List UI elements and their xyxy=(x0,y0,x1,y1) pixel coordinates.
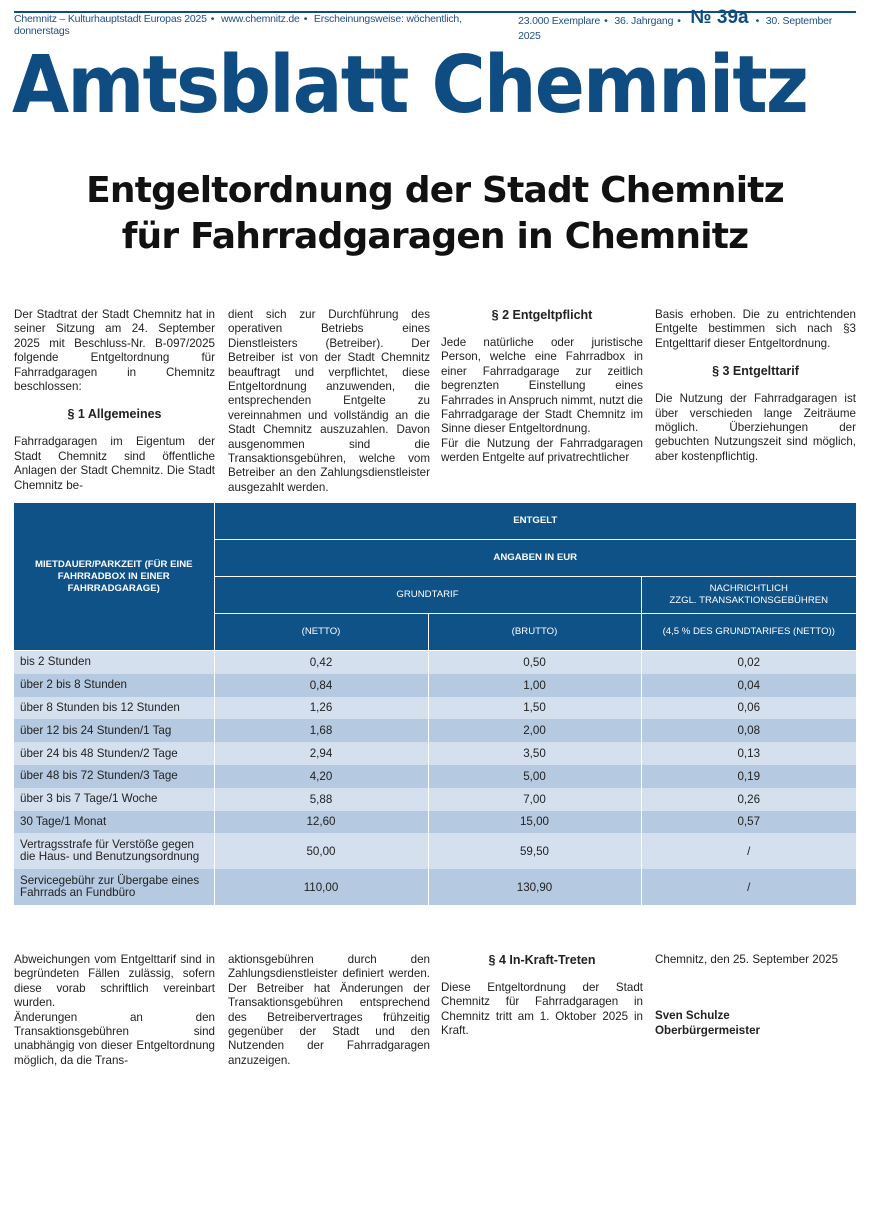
header-netto: (NETTO) xyxy=(214,614,428,651)
brutto-value: 15,00 xyxy=(428,811,641,834)
row-label: 30 Tage/1 Monat xyxy=(14,811,214,834)
fee-value: / xyxy=(641,869,856,905)
fee-table xyxy=(14,503,856,905)
table-row xyxy=(14,811,856,834)
header-currency: ANGABEN IN EUR xyxy=(214,540,856,577)
row-label: über 8 Stunden bis 12 Stunden xyxy=(14,697,214,720)
copies: 23.000 Exemplare xyxy=(518,15,601,27)
header-brutto: (BRUTTO) xyxy=(428,614,641,651)
table-row xyxy=(14,788,856,811)
netto-value: 0,84 xyxy=(214,674,428,697)
netto-value: 2,94 xyxy=(214,742,428,765)
bottom-column-1 xyxy=(14,953,215,1068)
row-label: bis 2 Stunden xyxy=(14,651,214,674)
fee-value: 0,06 xyxy=(641,697,856,720)
row-label: über 48 bis 72 Stunden/3 Tage xyxy=(14,765,214,788)
header-nachrichtlich xyxy=(641,577,856,614)
table-row xyxy=(14,697,856,720)
section-2-text-a: Jede natürliche oder juristische Person, welche eine Fahrradbox in einer Fahrradgarage zur zeitlich begrenzten Einstellung eines Fahrrades in Anspruch nimmt, nutzt die Fahrradgarage der Stadt Chemnitz im Sinne dieser Entgeltordnung. xyxy=(441,336,643,436)
netto-value: 1,68 xyxy=(214,719,428,742)
row-label: Vertragsstrafe für Verstöße gegen die Haus- und Benutzungsordnung xyxy=(14,833,214,869)
brutto-value: 3,50 xyxy=(428,742,641,765)
fee-value: 0,13 xyxy=(641,742,856,765)
column-1 xyxy=(14,308,215,493)
signer-title: Oberbürgermeister xyxy=(655,1023,761,1037)
fee-value: 0,57 xyxy=(641,811,856,834)
section-3-heading: § 3 Entgelttarif xyxy=(712,364,799,379)
page-title xyxy=(0,168,870,260)
fee-value: 0,04 xyxy=(641,674,856,697)
column-2 xyxy=(228,308,430,495)
brutto-value: 1,00 xyxy=(428,674,641,697)
brutto-value: 2,00 xyxy=(428,719,641,742)
fee-change-text-a: Änderungen an den Transaktionsgebühren sind unabhängig von dieser Entgeltordnung möglich, da die Trans- xyxy=(14,1010,215,1067)
table-row xyxy=(14,869,856,905)
title-line-1: Entgeltordnung der Stadt Chemnitz xyxy=(86,170,784,211)
header-meta xyxy=(14,7,856,42)
netto-value: 4,20 xyxy=(214,765,428,788)
fee-change-text-b: aktionsgebühren durch den Zahlungsdienstleister definiert werden. Der Betreiber hat Änderungen der Transaktionsgebühren entsprechend des Betreibervertrages frühzeitig gegenüber der Stadt und den Nutzenden der Fahrradgaragen anzuzeigen. xyxy=(228,953,430,1067)
section-3-text: Die Nutzung der Fahrradgaragen ist über verschieden lange Zeiträume möglich. Überziehungen der gebuchten Nutzungszeit sind möglich, aber kostenpflichtig. xyxy=(655,392,856,463)
row-label: über 12 bis 24 Stunden/1 Tag xyxy=(14,719,214,742)
meta-right: 23.000 Exemplare • 36. Jahrgang • № 39a • 30. September 2025 xyxy=(518,7,833,42)
column-4 xyxy=(655,308,856,464)
website-link[interactable]: www.chemnitz.de xyxy=(221,13,300,25)
fee-value: 0,02 xyxy=(641,651,856,674)
issue-date: 30. September 2025 xyxy=(518,15,833,42)
netto-value: 50,00 xyxy=(214,833,428,869)
bottom-column-4 xyxy=(655,953,856,1038)
tagline: Chemnitz – Kulturhauptstadt Europas 2025 xyxy=(14,13,207,25)
bottom-column-2 xyxy=(228,953,430,1068)
brutto-value: 0,50 xyxy=(428,651,641,674)
table-row xyxy=(14,719,856,742)
header-entgelt: ENTGELT xyxy=(214,503,856,540)
netto-value: 5,88 xyxy=(214,788,428,811)
brutto-value: 1,50 xyxy=(428,697,641,720)
table-row xyxy=(14,765,856,788)
title-line-2: für Fahrradgaragen in Chemnitz xyxy=(121,216,749,257)
section-2-text-b: Für die Nutzung der Fahrradgaragen werden Entgelte auf privatrechtlicher xyxy=(441,436,643,465)
fee-value: 0,19 xyxy=(641,765,856,788)
volume: 36. Jahrgang xyxy=(614,15,674,27)
signer-name: Sven Schulze xyxy=(655,1009,730,1023)
intro-text: Der Stadtrat der Stadt Chemnitz hat in seiner Sitzung am 24. September 2025 mit Beschluss-Nr. B-097/2025 folgende Entgeltordnung für Fahrradgaragen in Chemnitz beschlossen: xyxy=(14,308,215,394)
brutto-value: 59,50 xyxy=(428,833,641,869)
column-3 xyxy=(441,308,643,466)
netto-value: 0,42 xyxy=(214,651,428,674)
section-4-heading: § 4 In-Kraft-Treten xyxy=(488,953,596,967)
netto-value: 12,60 xyxy=(214,811,428,834)
section-2-heading: § 2 Entgeltpflicht xyxy=(491,308,593,322)
place-date: Chemnitz, den 25. September 2025 xyxy=(655,953,839,966)
section-2-text-c: Basis erhoben. Die zu entrichtenden Entgelte bestimmen sich nach §3 Entgelttarif dieser Entgeltordnung. xyxy=(655,308,856,350)
row-label: über 2 bis 8 Stunden xyxy=(14,674,214,697)
masthead: Amtsblatt Chemnitz xyxy=(12,39,808,131)
bottom-column-3 xyxy=(441,953,643,1039)
table-row xyxy=(14,742,856,765)
header-fee: (4,5 % DES GRUNDTARIFES (NETTO)) xyxy=(641,614,856,651)
table-row xyxy=(14,833,856,869)
issue-number: № 39a xyxy=(690,7,749,28)
row-label: über 24 bis 48 Stunden/2 Tage xyxy=(14,742,214,765)
table-row xyxy=(14,651,856,674)
section-1-text-a: Fahrradgaragen im Eigentum der Stadt Chemnitz sind öffentliche Anlagen der Stadt Chemnitz. Die Stadt Chemnitz be- xyxy=(14,435,215,492)
table-row xyxy=(14,674,856,697)
section-1-text-b: dient sich zur Durchführung des operativen Betriebs eines Dienstleisters (Betreiber). Der Betreiber ist von der Stadt Chemnitz beauftragt und verpflichtet, diese Entgeltordnung anzuwenden, die entsprechenden Entgelte zu vereinnahmen und vollständig an die Stadt Chemnitz auszuzahlen. Davon ausgenommen sind die Transaktionsgebühren, welche vom Betreiber an den Zahlungsdienstleister ausgezahlt werden. xyxy=(228,308,430,494)
publication-frequency: Erscheinungsweise: wöchentlich, donnerstags xyxy=(14,13,462,37)
section-1-heading: § 1 Allgemeines xyxy=(67,407,162,422)
header-grundtarif: GRUNDTARIF xyxy=(214,577,641,614)
header-nachrichtlich-line-1: NACHRICHTLICH xyxy=(709,583,788,594)
row-label: über 3 bis 7 Tage/1 Woche xyxy=(14,788,214,811)
section-4-text: Diese Entgeltordnung der Stadt Chemnitz für Fahrradgaragen in Chemnitz tritt am 1. Oktober 2025 in Kraft. xyxy=(441,981,643,1038)
fee-value: 0,08 xyxy=(641,719,856,742)
header-nachrichtlich-line-2: ZZGL. TRANSAKTIONSGEBÜHREN xyxy=(669,595,829,606)
brutto-value: 7,00 xyxy=(428,788,641,811)
fee-value: / xyxy=(641,833,856,869)
brutto-value: 5,00 xyxy=(428,765,641,788)
row-header: MIETDAUER/PARKZEIT (FÜR EINE FAHRRADBOX IN EINER FAHRRADGARAGE) xyxy=(14,503,214,651)
fee-value: 0,26 xyxy=(641,788,856,811)
meta-left: Chemnitz – Kulturhauptstadt Europas 2025 • www.chemnitz.de • Erscheinungsweise: wöchentlich, donnerstags xyxy=(14,13,462,37)
row-label: Servicegebühr zur Übergabe eines Fahrrads an Fundbüro xyxy=(14,869,214,905)
deviation-text: Abweichungen vom Entgelttarif sind in begründeten Fällen zulässig, sofern diese vorab schriftlich vereinbart wurden. xyxy=(14,953,215,1010)
netto-value: 1,26 xyxy=(214,697,428,720)
netto-value: 110,00 xyxy=(214,869,428,905)
signature xyxy=(655,1009,856,1038)
brutto-value: 130,90 xyxy=(428,869,641,905)
